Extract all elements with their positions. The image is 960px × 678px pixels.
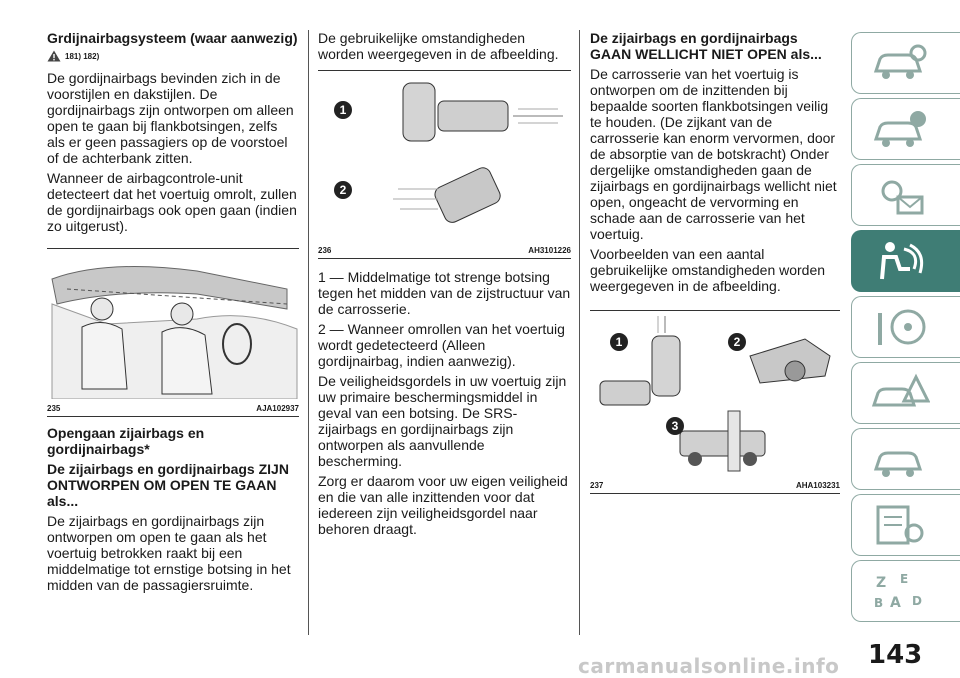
paragraph: De veiligheidsgordels in uw voertuig zijn uw primaire beschermingsmiddel in geval van een botsing. De SRS-zijairbags en gordijnairbags zijn ontworpen als aanvullende bescherming. (318, 373, 567, 469)
figure-caption (590, 481, 840, 494)
figure-badge-3: 3 (666, 417, 684, 435)
figure-badge-2: 2 (728, 333, 746, 351)
column-left (47, 30, 299, 597)
svg-text:B: B (874, 596, 884, 610)
steering-wheel-icon (870, 305, 930, 349)
warning-ref-text: 181) 182) (65, 51, 100, 61)
watermark: carmanualsonline.info (578, 654, 840, 678)
page-number: 143 (868, 640, 923, 670)
figure-number: 235 (47, 404, 61, 413)
figure-number: 236 (318, 246, 332, 255)
figure-badge-1: 1 (610, 333, 628, 351)
figure-code: AH3101226 (528, 246, 571, 255)
figure-237 (590, 310, 840, 494)
alphabet-index-icon (870, 569, 930, 613)
figure-caption (318, 246, 571, 259)
non-deploy-scenarios-illustration (590, 311, 840, 476)
paragraph: De gebruikelijke omstandigheden worden weergegeven in de afbeelding. (318, 30, 559, 62)
figure-badge-2: 2 (334, 181, 352, 199)
side-impact-rollover-illustration (318, 71, 571, 241)
paragraph: De carrosserie van het voertuig is ontworpen om de inzittenden bij bepaalde soorten flankbotsingen veilig te houden. (De zijkant van de carrosserie kan enorm vervormen, door de absorptie van de botskracht) Onder dergelijke omstandigheden gaan de zijairbags en gordijnairbags wellicht niet open, ongeacht de vervorming en schade aan de carrosserie van het voertuig. (590, 66, 837, 242)
paragraph: Zorg er daarom voor uw eigen veiligheid en die van alle inzittenden voor dat iedereen zijn veiligheidsgordel naar behoren draagt. (318, 473, 568, 537)
paragraph: 2 — Wanneer omrollen van het voertuig wordt gedetecteerd (Alleen gordijnairbag, indien aanwezig). (318, 321, 565, 369)
sidebar-tab-maintenance[interactable] (851, 428, 960, 490)
car-breakdown-icon (870, 371, 930, 415)
settings-list-icon (870, 503, 930, 547)
section-heading-curtain-airbag: Grdijnairbagsysteem (waar aanwezig) (47, 30, 298, 46)
section-heading-designed: De zijairbags en gordijnairbags ZIJN ONTWORPEN OM OPEN TE GAAN als... (47, 461, 289, 509)
paragraph: De gordijnairbags bevinden zich in de voorstijlen en dakstijlen. De gordijnairbags zijn ontworpen om alleen open te gaan bij flankbotsingen, zelfs als er geen passagiers op de voorstoel of de achterbank zitten. (47, 70, 294, 166)
figure-badge-1: 1 (334, 101, 352, 119)
paragraph: Voorbeelden van een aantal gebruikelijke omstandigheden worden weergegeven in de afbeelding. (590, 246, 826, 294)
warning-lights-icon (870, 173, 930, 217)
sidebar-tab-specifications[interactable] (851, 494, 960, 556)
sidebar-tab-safety-info[interactable] (851, 98, 960, 160)
sidebar-tab-emergency[interactable] (851, 362, 960, 424)
column-middle (318, 30, 571, 541)
sidebar-tab-dashboard[interactable] (851, 32, 960, 94)
warning-triangle-icon (47, 50, 61, 62)
sidebar-tab-warning-lights[interactable] (851, 164, 960, 226)
svg-text:D: D (912, 594, 922, 608)
column-divider (579, 30, 580, 635)
column-right (590, 30, 840, 494)
section-heading-deploy: Opengaan zijairbags en gordijnairbags* (47, 425, 205, 457)
svg-text:A: A (890, 595, 901, 611)
figure-code: AHA103231 (795, 481, 840, 490)
figure-number: 237 (590, 481, 604, 490)
paragraph: 1 — Middelmatige tot strenge botsing tegen het midden van de zijstructuur van de carrosserie. (318, 269, 571, 317)
car-service-icon (870, 437, 930, 481)
figure-235 (47, 248, 299, 417)
car-interior-illustration (47, 249, 299, 399)
figure-236 (318, 70, 571, 259)
seat-airbag-icon (870, 239, 930, 283)
sidebar-tab-index[interactable] (851, 560, 960, 622)
svg-text:E: E (900, 572, 909, 586)
svg-text:Z: Z (876, 575, 887, 591)
sidebar-tab-safety[interactable] (851, 230, 960, 292)
figure-code: AJA102937 (256, 404, 299, 413)
sidebar-tab-driving[interactable] (851, 296, 960, 358)
paragraph: Wanneer de airbagcontrole-unit detecteert dat het voertuig omrolt, zullen de gordijnairbags ook open gaan (indien zo uitgerust). (47, 170, 297, 234)
figure-caption (47, 404, 299, 417)
warning-reference (47, 50, 299, 62)
section-heading-not-open: De zijairbags en gordijnairbags GAAN WELLICHT NIET OPEN als... (590, 30, 822, 62)
paragraph: De zijairbags en gordijnairbags zijn ontworpen om open te gaan als het voertuig betrokken raakt bij een middelmatige tot ernstige botsing in het midden van de passagiersruimte. (47, 513, 291, 593)
column-divider (308, 30, 309, 635)
car-search-icon (870, 41, 930, 85)
car-info-icon (870, 107, 930, 151)
